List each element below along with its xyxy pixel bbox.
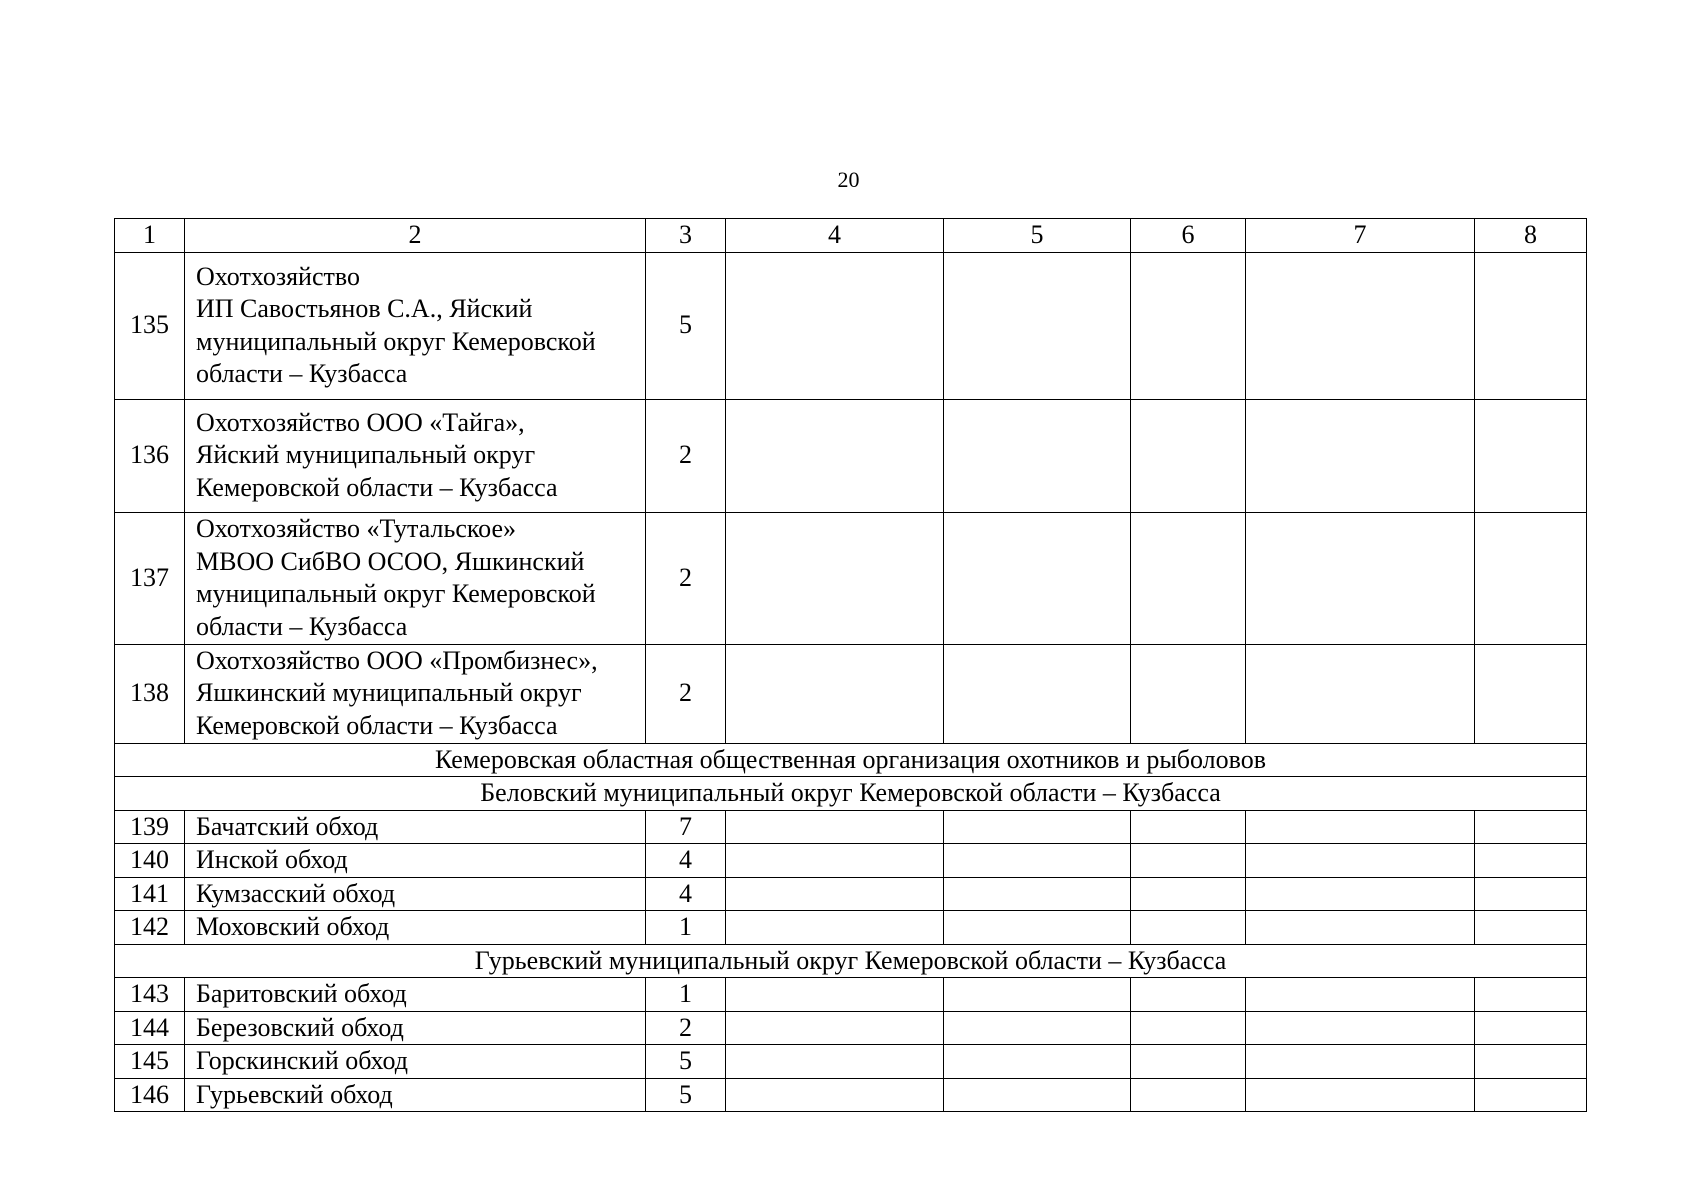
row-name (185, 512, 646, 644)
row-name-line: муниципальный округ Кемеровской (196, 579, 596, 608)
empty-cell (1475, 911, 1587, 945)
empty-cell (1475, 644, 1587, 743)
empty-cell (1246, 252, 1475, 399)
empty-cell (944, 978, 1131, 1012)
empty-cell (1246, 399, 1475, 512)
section-row (115, 777, 1587, 811)
row-number: 140 (115, 844, 185, 878)
empty-cell (1131, 252, 1246, 399)
empty-cell (944, 810, 1131, 844)
row-count: 5 (646, 1078, 726, 1112)
row-name-line: Яшкинский муниципальный округ (196, 678, 582, 708)
empty-cell (726, 512, 944, 644)
empty-cell (1246, 512, 1475, 644)
row-count: 5 (646, 1045, 726, 1079)
empty-cell (944, 644, 1131, 743)
header-cell: 8 (1475, 219, 1587, 253)
empty-cell (944, 1078, 1131, 1112)
section-row (115, 944, 1587, 978)
empty-cell (1475, 252, 1587, 399)
table-row (115, 399, 1587, 512)
empty-cell (944, 399, 1131, 512)
row-name-line: Кемеровской области – Кузбасса (196, 472, 558, 502)
row-count: 4 (646, 877, 726, 911)
empty-cell (726, 1045, 944, 1079)
empty-cell (1246, 1045, 1475, 1079)
header-cell: 7 (1246, 219, 1475, 253)
table-row (115, 1045, 1587, 1079)
empty-cell (944, 877, 1131, 911)
empty-cell (1131, 844, 1246, 878)
empty-cell (1131, 399, 1246, 512)
row-number: 135 (115, 252, 185, 399)
empty-cell (726, 399, 944, 512)
empty-cell (1475, 978, 1587, 1012)
empty-cell (944, 844, 1131, 878)
empty-cell (1475, 877, 1587, 911)
row-name: Бачатский обход (185, 810, 646, 844)
header-cell: 2 (185, 219, 646, 253)
row-number: 146 (115, 1078, 185, 1112)
table-row (115, 844, 1587, 878)
empty-cell (1246, 1011, 1475, 1045)
table-row (115, 877, 1587, 911)
empty-cell (944, 1045, 1131, 1079)
header-cell: 1 (115, 219, 185, 253)
table-row (115, 911, 1587, 945)
empty-cell (944, 911, 1131, 945)
hunting-grounds-table (114, 218, 1587, 1112)
row-name (185, 399, 646, 512)
table-row (115, 978, 1587, 1012)
row-count: 5 (646, 252, 726, 399)
empty-cell (726, 877, 944, 911)
empty-cell (1131, 1011, 1246, 1045)
row-name (185, 252, 646, 399)
empty-cell (1246, 911, 1475, 945)
empty-cell (1131, 911, 1246, 945)
row-number: 139 (115, 810, 185, 844)
empty-cell (1131, 810, 1246, 844)
row-number: 137 (115, 512, 185, 644)
header-row (115, 219, 1587, 253)
empty-cell (726, 911, 944, 945)
row-name: Гурьевский обход (185, 1078, 646, 1112)
header-cell: 5 (944, 219, 1131, 253)
row-count: 2 (646, 1011, 726, 1045)
empty-cell (1475, 1011, 1587, 1045)
header-cell: 6 (1131, 219, 1246, 253)
empty-cell (1475, 399, 1587, 512)
empty-cell (1246, 644, 1475, 743)
row-number: 138 (115, 644, 185, 743)
table-row (115, 512, 1587, 644)
row-name-line: Охотхозяйство «Тутальское» (196, 514, 517, 543)
empty-cell (1131, 978, 1246, 1012)
row-name: Баритовский обход (185, 978, 646, 1012)
row-name: Моховский обход (185, 911, 646, 945)
empty-cell (726, 252, 944, 399)
organization-heading: Кемеровская областная общественная организация охотников и рыболовов (115, 743, 1587, 777)
row-name: Горскинский обход (185, 1045, 646, 1079)
row-count: 2 (646, 644, 726, 743)
row-count: 1 (646, 911, 726, 945)
row-count: 7 (646, 810, 726, 844)
empty-cell (1475, 1045, 1587, 1079)
empty-cell (1475, 1078, 1587, 1112)
empty-cell (726, 1078, 944, 1112)
empty-cell (1246, 978, 1475, 1012)
row-name (185, 644, 646, 743)
row-name-line: ИП Савостьянов С.А., Яйский (196, 294, 533, 323)
row-name-line: Охотхозяйство (196, 261, 360, 291)
empty-cell (1475, 844, 1587, 878)
empty-cell (1246, 877, 1475, 911)
empty-cell (726, 810, 944, 844)
row-number: 141 (115, 877, 185, 911)
row-count: 4 (646, 844, 726, 878)
empty-cell (1131, 512, 1246, 644)
row-number: 144 (115, 1011, 185, 1045)
row-name-line: Охотхозяйство ООО «Промбизнес», (196, 645, 598, 675)
empty-cell (944, 512, 1131, 644)
row-name-line: области – Кузбасса (196, 359, 408, 388)
row-number: 145 (115, 1045, 185, 1079)
table-row (115, 810, 1587, 844)
table-row (115, 644, 1587, 743)
empty-cell (1246, 1078, 1475, 1112)
empty-cell (726, 1011, 944, 1045)
row-name-line: муниципальный округ Кемеровской (196, 326, 596, 356)
row-count: 1 (646, 978, 726, 1012)
row-count: 2 (646, 512, 726, 644)
table-row (115, 1078, 1587, 1112)
table-row (115, 1011, 1587, 1045)
empty-cell (726, 978, 944, 1012)
empty-cell (1131, 1078, 1246, 1112)
empty-cell (726, 644, 944, 743)
section-row (115, 743, 1587, 777)
header-cell: 3 (646, 219, 726, 253)
empty-cell (1475, 512, 1587, 644)
empty-cell (1246, 844, 1475, 878)
table-row (115, 252, 1587, 399)
row-name: Инской обход (185, 844, 646, 878)
empty-cell (1131, 1045, 1246, 1079)
empty-cell (944, 1011, 1131, 1045)
row-number: 143 (115, 978, 185, 1012)
page-number: 20 (837, 167, 860, 192)
row-name-line: Охотхозяйство ООО «Тайга», (196, 407, 525, 437)
district-heading: Беловский муниципальный округ Кемеровской области – Кузбасса (115, 777, 1587, 811)
empty-cell (1131, 877, 1246, 911)
row-name-line: МВОО СибВО ОСОО, Яшкинский (196, 546, 585, 576)
row-name-line: Кемеровской области – Кузбасса (196, 710, 558, 740)
row-name: Березовский обход (185, 1011, 646, 1045)
empty-cell (944, 252, 1131, 399)
row-count: 2 (646, 399, 726, 512)
district-heading: Гурьевский муниципальный округ Кемеровской области – Кузбасса (115, 944, 1587, 978)
empty-cell (1246, 810, 1475, 844)
row-name-line: Яйский муниципальный округ (196, 440, 536, 470)
header-cell: 4 (726, 219, 944, 253)
empty-cell (1131, 644, 1246, 743)
row-number: 142 (115, 911, 185, 945)
row-name: Кумзасский обход (185, 877, 646, 911)
row-number: 136 (115, 399, 185, 512)
empty-cell (1475, 810, 1587, 844)
row-name-line: области – Кузбасса (196, 611, 408, 641)
empty-cell (726, 844, 944, 878)
